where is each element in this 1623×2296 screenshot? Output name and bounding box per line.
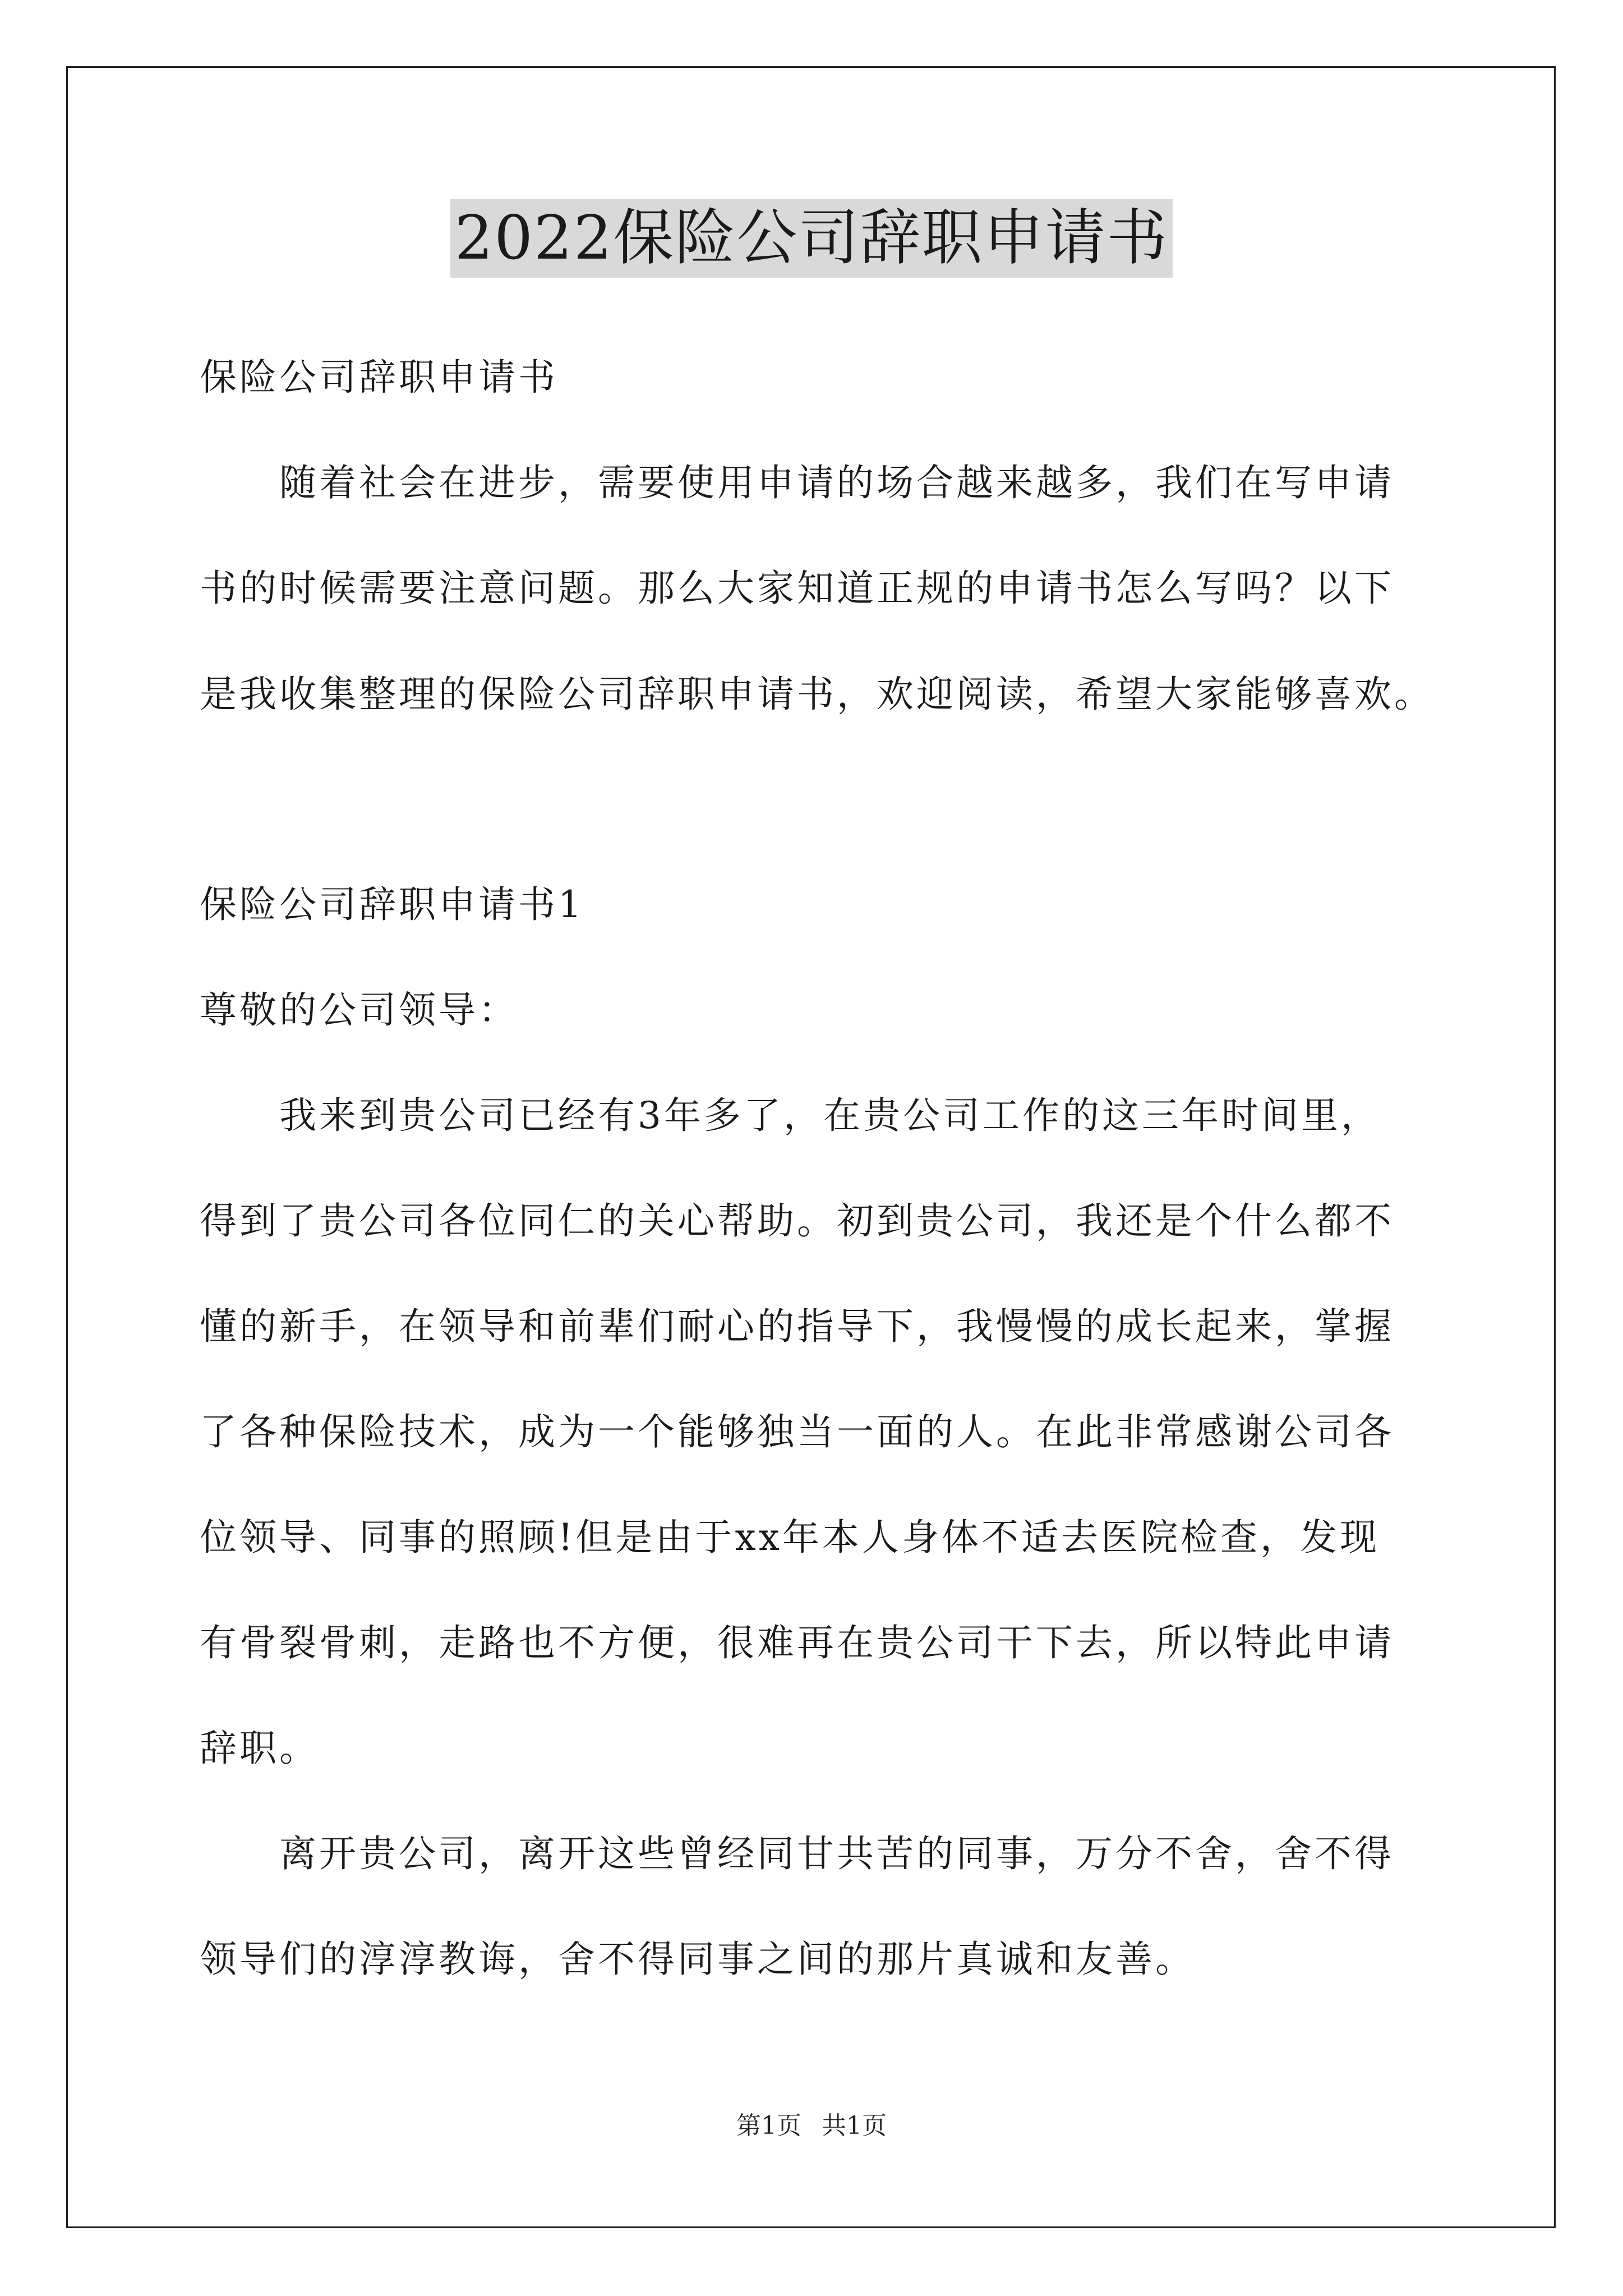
- paragraph-line: 位领导、同事的照顾!但是由于xx年本人身体不适去医院检查，发现: [200, 1516, 1380, 1559]
- paragraph-line: 我来到贵公司已经有3年多了，在贵公司工作的这三年时间里，: [279, 1094, 1381, 1137]
- intro-line: 书的时候需要注意问题。那么大家知道正规的申请书怎么写吗？以下: [200, 567, 1394, 610]
- page-number: 第1页: [736, 2111, 801, 2140]
- paragraph-line: 懂的新手，在领导和前辈们耐心的指导下，我慢慢的成长起来，掌握: [200, 1305, 1394, 1348]
- page-footer: [0, 2109, 1623, 2143]
- page-total: 共1页: [822, 2111, 887, 2140]
- paragraph-line: 有骨裂骨刺，走路也不方便，很难再在贵公司干下去，所以特此申请: [200, 1621, 1394, 1664]
- section-heading: 保险公司辞职申请书1: [200, 883, 584, 926]
- paragraph-line: 领导们的淳淳教诲，舍不得同事之间的那片真诚和友善。: [200, 1938, 1195, 1981]
- title-container: [0, 199, 1623, 278]
- paragraph-line: 得到了贵公司各位同仁的关心帮助。初到贵公司，我还是个什么都不: [200, 1199, 1394, 1243]
- subtitle: 保险公司辞职申请书: [200, 356, 558, 399]
- document-title: 2022保险公司辞职申请书: [450, 199, 1173, 278]
- paragraph-line: 辞职。: [200, 1727, 319, 1770]
- intro-line: 是我收集整理的保险公司辞职申请书，欢迎阅读，希望大家能够喜欢。: [200, 673, 1434, 716]
- intro-line: 随着社会在进步，需要使用申请的场合越来越多，我们在写申请: [279, 461, 1394, 504]
- paragraph-line: 了各种保险技术，成为一个能够独当一面的人。在此非常感谢公司各: [200, 1410, 1394, 1453]
- salutation: 尊敬的公司领导：: [200, 988, 518, 1032]
- paragraph-line: 离开贵公司，离开这些曾经同甘共苦的同事，万分不舍，舍不得: [279, 1832, 1394, 1875]
